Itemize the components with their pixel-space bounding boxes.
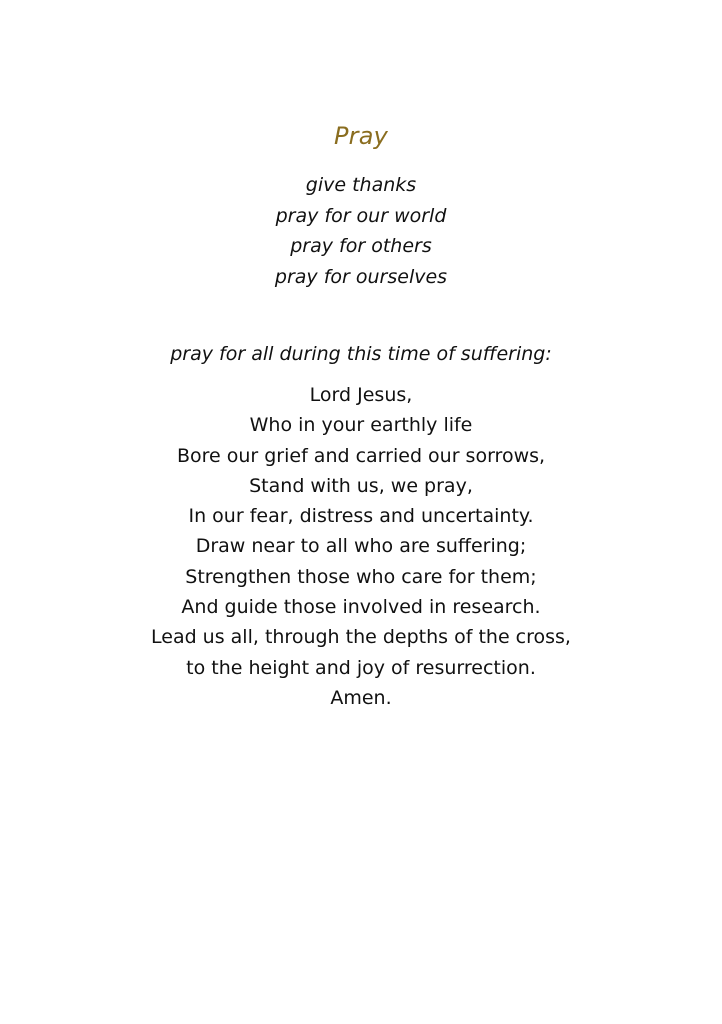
prayer-line: Amen. (330, 686, 392, 709)
prayer-heading: pray for all during this time of suffering: (170, 343, 552, 365)
prayer-line: Bore our grief and carried our sorrows, (176, 444, 546, 467)
prayer-line: to the height and joy of resurrection. (186, 656, 536, 679)
intention-line: give thanks (305, 174, 417, 196)
prayer-line: And guide those involved in research. (181, 596, 541, 619)
prayer-line: Who in your earthly life (249, 414, 473, 437)
prayer-line: Draw near to all who are suffering; (195, 535, 527, 558)
prayer-line: In our fear, distress and uncertainty. (188, 505, 534, 528)
page-title: Pray (333, 122, 389, 150)
intention-line: pray for others (290, 235, 432, 258)
intention-line: pray for our world (275, 204, 447, 227)
prayer-line: Lord Jesus, (309, 384, 413, 406)
prayer-line: Stand with us, we pray, (249, 474, 473, 497)
intention-line: pray for ourselves (274, 266, 448, 289)
prayer-line: Lead us all, through the depths of the cross, (151, 626, 571, 649)
intentions-list (0, 170, 722, 293)
prayer-line: Strengthen those who care for them; (185, 565, 537, 588)
prayer-text (0, 380, 722, 713)
